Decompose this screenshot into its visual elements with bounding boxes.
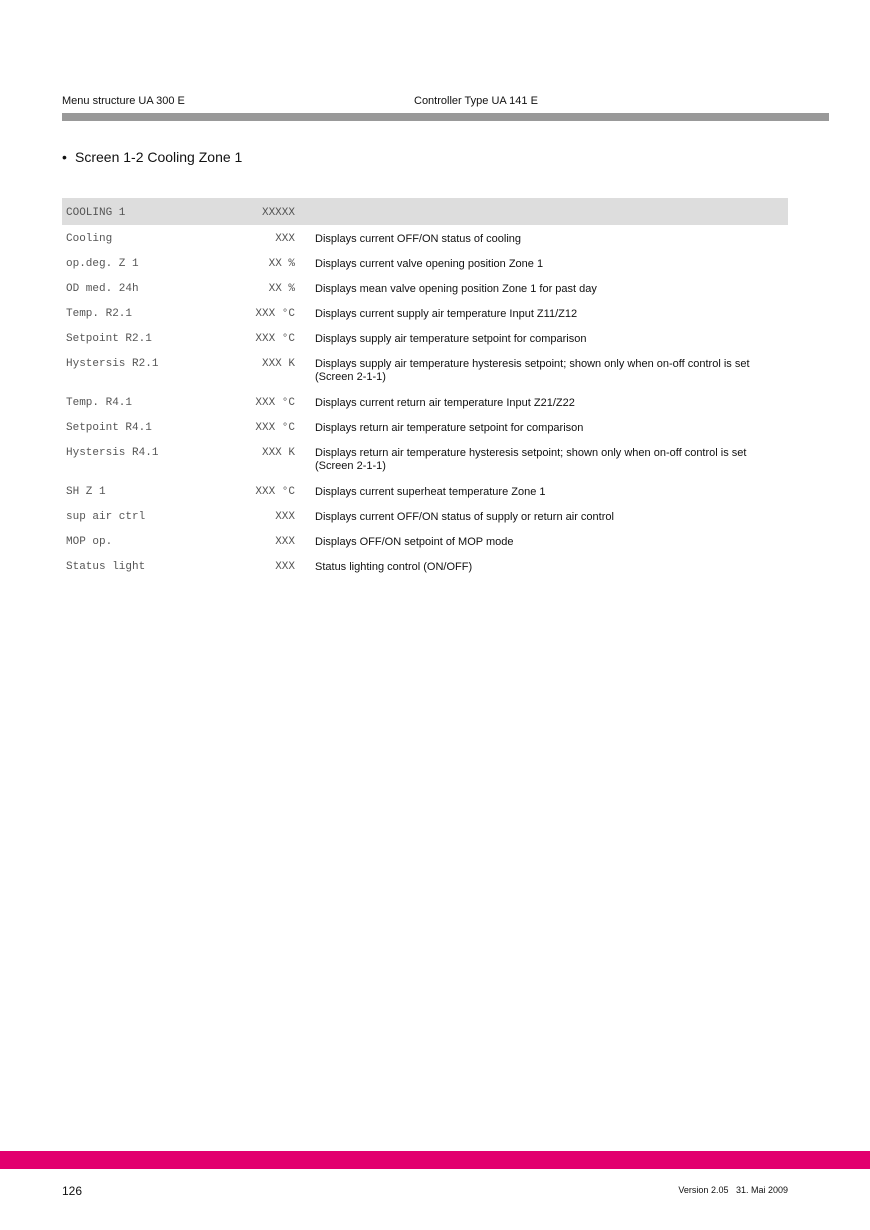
param-value: XXX °C: [255, 422, 295, 434]
param-value: XXX °C: [255, 397, 295, 409]
param-value: XXX: [275, 561, 295, 573]
table-row: [62, 300, 788, 325]
param-description: Displays current OFF/ON status of cooling: [315, 233, 522, 245]
param-description: Displays current valve opening position Zone 1: [315, 258, 544, 270]
table-row: [62, 528, 788, 553]
version-info: Version 2.05 31. Mai 2009: [678, 1185, 788, 1195]
header-right-title: Controller Type UA 141 E: [414, 95, 538, 107]
param-name: Cooling: [66, 233, 113, 245]
param-value: XX %: [268, 283, 295, 295]
param-description: Displays current superheat temperature Zone 1: [315, 486, 546, 498]
param-name: Temp. R4.1: [66, 397, 133, 409]
param-description: Displays current return air temperature Input Z21/Z22: [315, 397, 575, 409]
param-name: Setpoint R4.1: [66, 422, 152, 434]
table-header-row: [62, 198, 788, 225]
param-description: Displays OFF/ON setpoint of MOP mode: [315, 536, 514, 548]
param-description: Displays return air temperature hysteresis setpoint; shown only when on-off control is set (Screen 2-1-1): [315, 447, 747, 472]
param-name: Hystersis R2.1: [66, 358, 159, 370]
table-row: [62, 325, 788, 350]
param-value: XXX °C: [255, 486, 295, 498]
param-value: XXX K: [261, 447, 295, 459]
table-row: [62, 225, 788, 250]
header-value: XXXXX: [261, 207, 295, 219]
header-divider: [62, 113, 829, 121]
table-row: [62, 439, 788, 478]
section-heading: [62, 149, 242, 165]
param-value: XXX: [275, 536, 295, 548]
header-param: COOLING 1: [66, 207, 126, 219]
param-description: Displays return air temperature setpoint for comparison: [315, 422, 584, 434]
param-description: Status lighting control (ON/OFF): [315, 561, 473, 573]
param-description: Displays supply air temperature hysteresis setpoint; shown only when on-off control is set (Screen 2-1-1): [315, 358, 750, 383]
param-description: Displays mean valve opening position Zone 1 for past day: [315, 283, 597, 295]
param-name: Status light: [66, 561, 146, 573]
param-value: XXX °C: [255, 333, 295, 345]
param-value: XXX: [275, 233, 295, 245]
table-row: [62, 503, 788, 528]
section-title: Screen 1-2 Cooling Zone 1: [75, 149, 243, 165]
param-name: OD med. 24h: [66, 283, 139, 295]
table-row: [62, 350, 788, 389]
bullet-icon: •: [62, 149, 67, 165]
param-value: XXX: [275, 511, 295, 523]
param-name: Hystersis R4.1: [66, 447, 159, 459]
param-name: Setpoint R2.1: [66, 333, 152, 345]
param-name: MOP op.: [66, 536, 113, 548]
param-name: sup air ctrl: [66, 511, 146, 523]
table-row: [62, 275, 788, 300]
table-row: [62, 414, 788, 439]
table-row: [62, 250, 788, 275]
page-number: 126: [62, 1184, 83, 1198]
header-left-title: Menu structure UA 300 E: [62, 95, 185, 107]
table-row: [62, 389, 788, 414]
param-name: op.deg. Z 1: [66, 258, 139, 270]
param-description: Displays current supply air temperature Input Z11/Z12: [315, 308, 578, 320]
parameter-table: [62, 198, 788, 578]
param-description: Displays current OFF/ON status of supply or return air control: [315, 511, 614, 523]
param-value: XXX °C: [255, 308, 295, 320]
footer-accent-bar: [0, 1151, 870, 1169]
param-value: XX %: [268, 258, 295, 270]
param-name: SH Z 1: [66, 486, 106, 498]
param-value: XXX K: [261, 358, 295, 370]
param-name: Temp. R2.1: [66, 308, 133, 320]
table-row: [62, 478, 788, 503]
table-row: [62, 553, 788, 578]
param-description: Displays supply air temperature setpoint for comparison: [315, 333, 587, 345]
